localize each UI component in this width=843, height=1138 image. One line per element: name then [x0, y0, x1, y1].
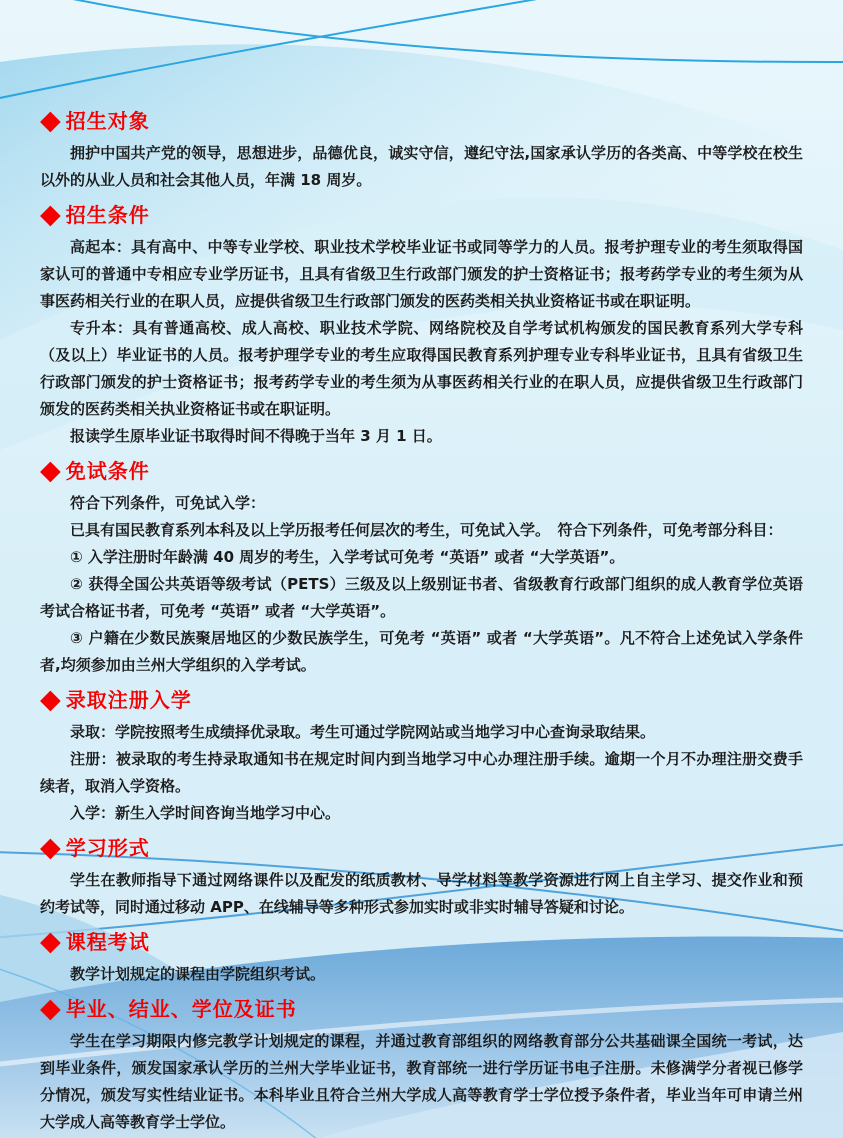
diamond-bullet-icon: ◆: [40, 455, 61, 486]
paragraph: ② 获得全国公共英语等级考试（PETS）三级及以上级别证书者、省级教育行政部门组织的成人教育学位英语考试合格证书者，可免考 “英语” 或者 “大学英语”。: [40, 575, 803, 620]
paragraph: 符合下列条件，可免试入学：: [70, 494, 266, 512]
section: [40, 105, 803, 194]
section-header: [40, 926, 803, 957]
section-title: 课程考试: [65, 930, 150, 954]
sections-host: [40, 105, 803, 1136]
paragraph: ③ 户籍在少数民族聚居地区的少数民族学生，可免考 “英语” 或者 “大学英语”。凡不符合上述免试入学条件者,均须参加由兰州大学组织的入学考试。: [40, 629, 803, 674]
section: [40, 455, 803, 679]
diamond-bullet-icon: ◆: [40, 105, 61, 136]
section-title: 招生对象: [65, 109, 150, 133]
diamond-bullet-icon: ◆: [40, 199, 61, 230]
paragraph: 学生在学习期限内修完教学计划规定的课程，并通过教育部组织的网络教育部分公共基础课全国统一考试，达到毕业条件，颁发国家承认学历的兰州大学毕业证书，教育部统一进行学历证书电子注册。未修满学分者视已修学分情况，颁发写实性结业证书。本科毕业且符合兰州大学成人高等教育学士学位授予条件者，毕业当年可申请兰州大学成人高等教育学士学位。: [40, 1032, 803, 1131]
section: [40, 832, 803, 921]
paragraph: 报读学生原毕业证书取得时间不得晚于当年 3 月 1 日。: [70, 427, 442, 445]
section: [40, 684, 803, 827]
section-title: 毕业、结业、学位及证书: [65, 997, 297, 1021]
section: [40, 926, 803, 988]
paragraph: 学生在教师指导下通过网络课件以及配发的纸质教材、导学材料等教学资源进行网上自主学习、提交作业和预约考试等，同时通过移动 APP、在线辅导等多种形式参加实时或非实时辅导答疑和讨论。: [40, 871, 803, 916]
section-header: [40, 455, 803, 486]
paragraph: 注册：被录取的考生持录取通知书在规定时间内到当地学习中心办理注册手续。逾期一个月不办理注册交费手续者，取消入学资格。: [40, 750, 803, 795]
section: [40, 199, 803, 450]
paragraph: ① 入学注册时年龄满 40 周岁的考生，入学考试可免考 “英语” 或者 “大学英语”。: [70, 548, 625, 566]
diamond-bullet-icon: ◆: [40, 832, 61, 863]
diamond-bullet-icon: ◆: [40, 684, 61, 715]
section-header: [40, 105, 803, 136]
section-header: [40, 993, 803, 1024]
section-title: 免试条件: [65, 459, 150, 483]
paragraph: 录取：学院按照考生成绩择优录取。考生可通过学院网站或当地学习中心查询录取结果。: [70, 723, 656, 741]
document-content: [40, 100, 803, 1136]
section-title: 录取注册入学: [65, 688, 192, 712]
section-header: [40, 684, 803, 715]
paragraph: 拥护中国共产党的领导，思想进步，品德优良，诚实守信，遵纪守法,国家承认学历的各类高、中等学校在校生以外的从业人员和社会其他人员，年满 18 周岁。: [40, 144, 803, 189]
paragraph: 教学计划规定的课程由学院组织考试。: [70, 965, 326, 983]
paragraph: 已具有国民教育系列本科及以上学历报考任何层次的考生，可免试入学。 符合下列条件，可免考部分科目：: [70, 521, 783, 539]
section: [40, 993, 803, 1136]
section-header: [40, 832, 803, 863]
paragraph: 高起本：具有高中、中等专业学校、职业技术学校毕业证书或同等学力的人员。报考护理专业的考生须取得国家认可的普通中专相应专业学历证书，且具有省级卫生行政部门颁发的护士资格证书；报考药学专业的考生须为从事医药相关行业的在职人员，应提供省级卫生行政部门颁发的医药类相关执业资格证书或在职证明。: [40, 238, 803, 310]
diamond-bullet-icon: ◆: [40, 926, 61, 957]
section-title: 学习形式: [65, 836, 150, 860]
section-title: 招生条件: [65, 203, 150, 227]
section-header: [40, 199, 803, 230]
paragraph: 专升本：具有普通高校、成人高校、职业技术学院、网络院校及自学考试机构颁发的国民教育系列大学专科（及以上）毕业证书的人员。报考护理学专业的考生应取得国民教育系列护理专业专科毕业证书，且具有省级卫生行政部门颁发的护士资格证书；报考药学专业的考生须为从事医药相关行业的在职人员，应提供省级卫生行政部门颁发的医药类相关执业资格证书或在职证明。: [40, 319, 803, 418]
paragraph: 入学：新生入学时间咨询当地学习中心。: [70, 804, 341, 822]
diamond-bullet-icon: ◆: [40, 993, 61, 1024]
